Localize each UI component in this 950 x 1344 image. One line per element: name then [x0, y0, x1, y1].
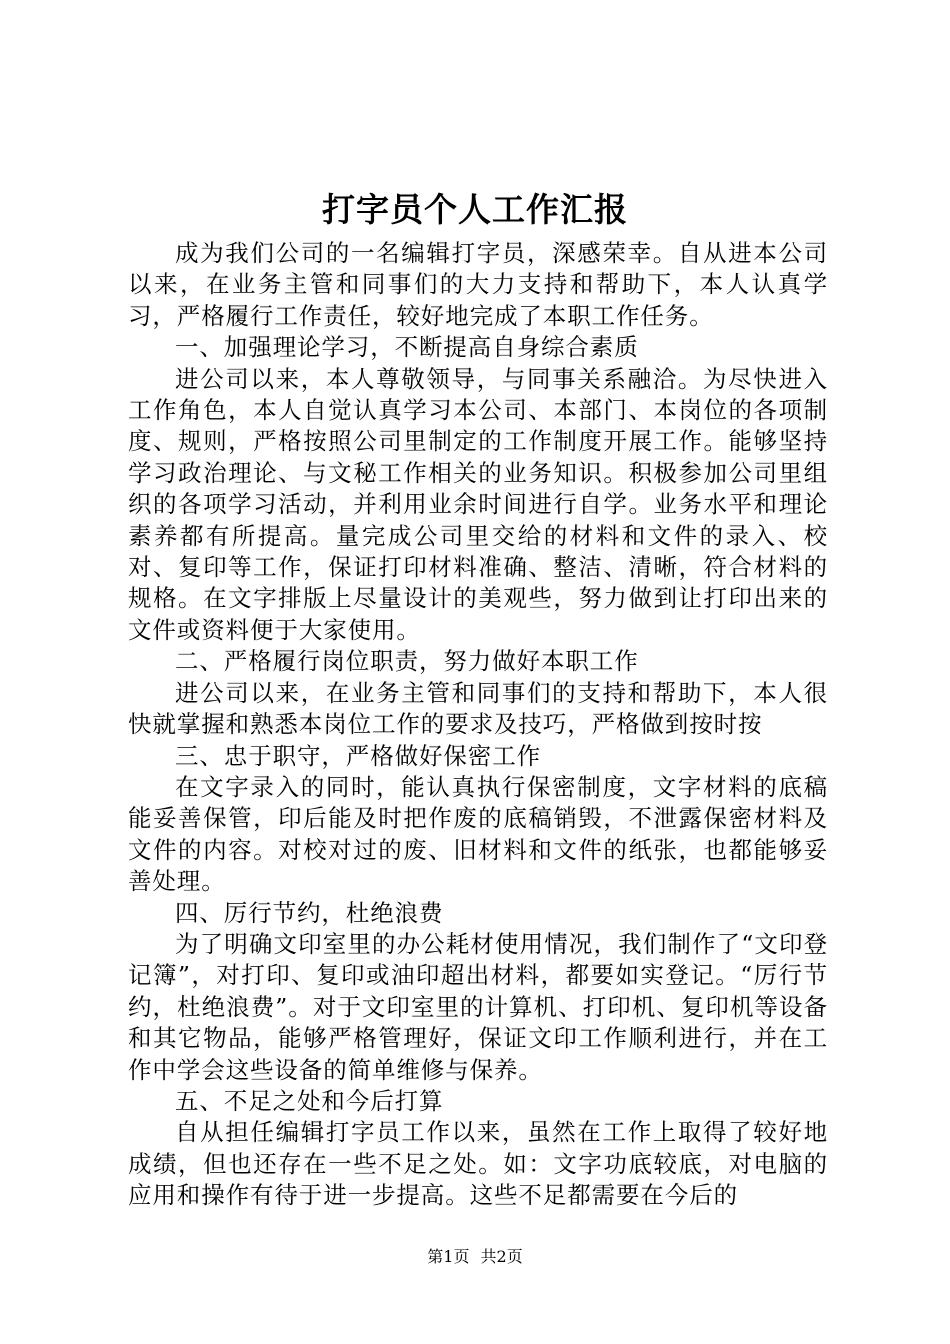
section-heading-4: 四、厉行节约，杜绝浪费 [175, 898, 444, 927]
paragraph-section-1: 进公司以来，本人尊敬领导，与同事关系融洽。为尽快进入工作角色，本人自觉认真学习本公司、本部门、本岗位的各项制度、规则，严格按照公司里制定的工作制度开展工作。能够坚持学习政治理论、与文秘工作相关的业务知识。积极参加公司里组织的各项学习活动，并利用业余时间进行自学。业务水平和理论素养都有所提高。量完成公司里交给的材料和文件的录入、校对、复印等工作，保证打印材料准确、整洁、清晰，符合材料的规格。在文字排版上尽量设计的美观些，努力做到让打印出来的文件或资料便于大家使用。 [128, 364, 828, 644]
document-body [128, 238, 828, 1212]
section-heading-2: 二、严格履行岗位职责，努力做好本职工作 [175, 647, 639, 676]
section-heading-3: 三、忠于职守，严格做好保密工作 [175, 741, 541, 770]
document-title: 打字员个人工作汇报 [322, 190, 628, 229]
paragraph-section-2: 进公司以来，在业务主管和同事们的支持和帮助下，本人很快就掌握和熟悉本岗位工作的要求及技巧，严格做到按时按 [128, 678, 828, 739]
paragraph-section-4: 为了明确文印室里的办公耗材使用情况，我们制作了“文印登记簿”，对打印、复印或油印超出材料，都要如实登记。“厉行节约，杜绝浪费”。对于文印室里的计算机、打印机、复印机等设备和其它物品，能够严格管理好，保证文印工作顺利进行，并在工作中学会这些设备的简单维修与保养。 [128, 929, 828, 1084]
section-heading-1: 一、加强理论学习，不断提高自身综合素质 [175, 333, 639, 362]
paragraph-section-3: 在文字录入的同时，能认真执行保密制度，文字材料的底稿能妥善保管，印后能及时把作废的底稿销毁，不泄露保密材料及文件的内容。对校对过的废、旧材料和文件的纸张，也都能够妥善处理。 [128, 772, 828, 896]
section-heading-5: 五、不足之处和今后打算 [175, 1086, 444, 1115]
paragraph-section-5: 自从担任编辑打字员工作以来，虽然在工作上取得了较好地成绩，但也还存在一些不足之处。如：文字功底较底，对电脑的应用和操作有待于进一步提高。这些不足都需要在今后的 [128, 1118, 828, 1210]
paragraph-intro: 成为我们公司的一名编辑打字员，深感荣幸。自从进本公司以来，在业务主管和同事们的大力支持和帮助下，本人认真学习，严格履行工作责任，较好地完成了本职工作任务。 [128, 239, 828, 330]
page-number-footer: 第1页 共2页 [427, 1247, 523, 1266]
